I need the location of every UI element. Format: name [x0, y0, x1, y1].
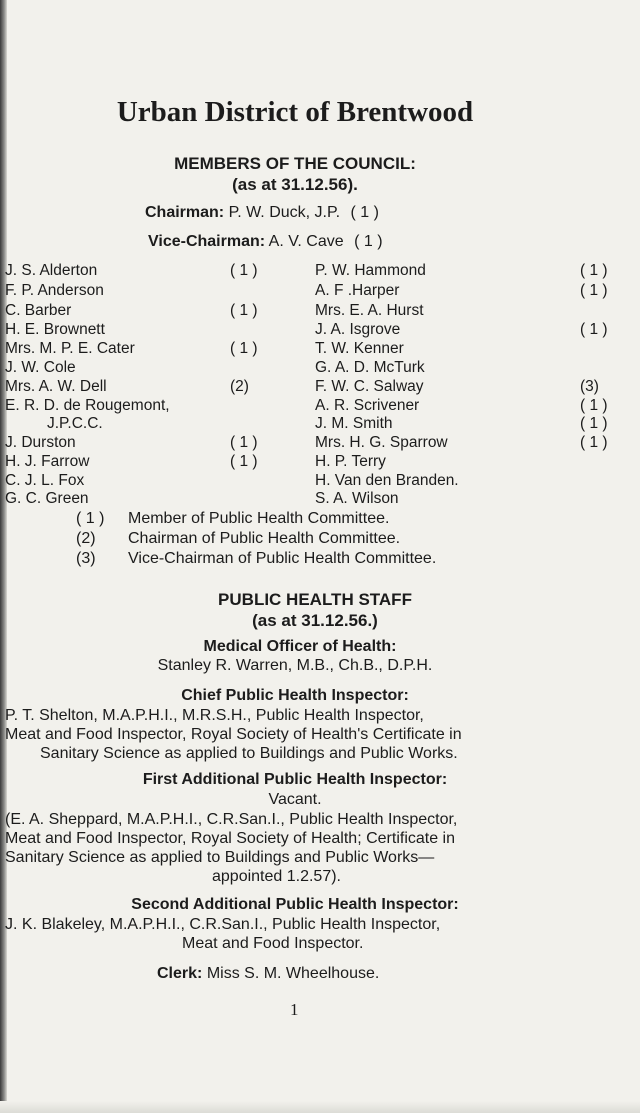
member-name: J. W. Cole: [5, 359, 76, 376]
member-name: C. J. L. Fox: [5, 472, 85, 489]
footnote-text: Member of Public Health Committee.: [128, 510, 390, 527]
chief-inspector-line: Meat and Food Inspector, Royal Society of Health's Certificate in: [5, 726, 462, 743]
medical-officer-heading: Medical Officer of Health:: [203, 638, 397, 655]
member-name: J. M. Smith: [315, 415, 393, 432]
medical-officer-name: Stanley R. Warren, M.B., Ch.B., D.P.H.: [157, 657, 433, 674]
member-name: Mrs. H. G. Sparrow: [315, 434, 448, 451]
member-name: G. C. Green: [5, 490, 89, 507]
council-heading: MEMBERS OF THE COUNCIL:: [174, 154, 416, 173]
member-note: (2): [230, 378, 249, 395]
vice-chairman-label: Vice-Chairman:: [148, 233, 266, 250]
page-number: 1: [290, 1000, 299, 1019]
member-name: T. W. Kenner: [315, 340, 404, 357]
chief-inspector-heading: Chief Public Health Inspector:: [181, 687, 409, 704]
member-name: H. P. Terry: [315, 453, 386, 470]
member-name: J. Durston: [5, 434, 76, 451]
member-note: ( 1 ): [580, 321, 608, 338]
member-note: ( 1 ): [230, 262, 258, 279]
member-note: ( 1 ): [580, 282, 608, 299]
member-name: H. J. Farrow: [5, 453, 90, 470]
first-inspector-heading: First Additional Public Health Inspector:: [142, 771, 448, 788]
member-name: J. S. Alderton: [5, 262, 98, 279]
council-as-at: (as at 31.12.56).: [232, 175, 358, 194]
member-name: H. E. Brownett: [5, 321, 105, 338]
member-note: ( 1 ): [230, 453, 258, 470]
first-inspector-line: appointed 1.2.57).: [212, 868, 341, 885]
vice-chairman-value: A. V. Cave: [268, 233, 344, 250]
member-name: Mrs. M. P. E. Cater: [5, 340, 135, 357]
member-note: ( 1 ): [230, 434, 258, 451]
clerk-label: Clerk:: [157, 965, 203, 982]
vice-chairman-note: ( 1 ): [354, 233, 383, 250]
member-name: Mrs. A. W. Dell: [5, 378, 107, 395]
footnote-text: Chairman of Public Health Committee.: [128, 530, 401, 547]
member-name: F. W. C. Salway: [315, 378, 424, 395]
first-inspector-line: Meat and Food Inspector, Royal Society of Health; Certificate in: [5, 830, 456, 847]
chairman-value: P. W. Duck, J.P.: [228, 204, 341, 221]
chairman-line: [145, 204, 379, 222]
member-note: ( 1 ): [230, 340, 258, 357]
staff-heading: PUBLIC HEALTH STAFF: [218, 590, 412, 609]
member-name: A. F .Harper: [315, 282, 400, 299]
member-name: E. R. D. de Rougemont,: [5, 397, 170, 414]
vice-chairman-line: [148, 233, 383, 251]
chief-inspector-line: Sanitary Science as applied to Buildings and Public Works.: [40, 745, 458, 762]
member-note: ( 1 ): [580, 262, 608, 279]
member-note: ( 1 ): [580, 415, 608, 432]
footnote-mark: (3): [76, 550, 96, 567]
member-name: C. Barber: [5, 302, 72, 319]
member-name: Mrs. E. A. Hurst: [315, 302, 424, 319]
first-inspector-line: (E. A. Sheppard, M.A.P.H.I., C.R.San.I., Public Health Inspector,: [5, 811, 458, 828]
member-name: F. P. Anderson: [5, 282, 104, 299]
member-name: J. A. Isgrove: [315, 321, 401, 338]
footnote-mark: ( 1 ): [76, 510, 105, 527]
member-name: P. W. Hammond: [315, 262, 426, 279]
member-name: J.P.C.C.: [47, 415, 103, 432]
member-note: (3): [580, 378, 599, 395]
second-inspector-line: Meat and Food Inspector.: [182, 935, 364, 952]
member-name: G. A. D. McTurk: [315, 359, 425, 376]
member-note: ( 1 ): [230, 302, 258, 319]
first-inspector-vacant: Vacant.: [268, 791, 322, 808]
member-name: S. A. Wilson: [315, 490, 399, 507]
chairman-note: ( 1 ): [350, 204, 379, 221]
chief-inspector-line: P. T. Shelton, M.A.P.H.I., M.R.S.H., Public Health Inspector,: [5, 707, 424, 724]
member-note: ( 1 ): [580, 397, 608, 414]
second-inspector-heading: Second Additional Public Health Inspector:: [131, 896, 459, 913]
page-title: Urban District of Brentwood: [116, 96, 474, 128]
first-inspector-line: Sanitary Science as applied to Buildings and Public Works—: [5, 849, 435, 866]
footnote-text: Vice-Chairman of Public Health Committee.: [128, 550, 437, 567]
member-name: H. Van den Branden.: [315, 472, 459, 489]
member-name: A. R. Scrivener: [315, 397, 420, 414]
footnote-mark: (2): [76, 530, 96, 547]
member-note: ( 1 ): [580, 434, 608, 451]
staff-as-at: (as at 31.12.56.): [252, 611, 378, 630]
chairman-label: Chairman:: [145, 204, 225, 221]
second-inspector-line: J. K. Blakeley, M.A.P.H.I., C.R.San.I., Public Health Inspector,: [5, 916, 441, 933]
clerk-line: [157, 965, 379, 983]
page-bottom-edge: [0, 1101, 640, 1113]
clerk-value: Miss S. M. Wheelhouse.: [206, 965, 380, 982]
